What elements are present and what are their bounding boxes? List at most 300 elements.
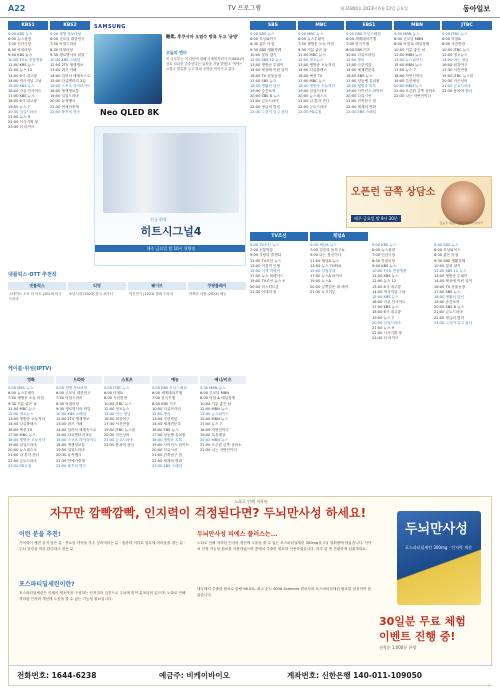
schedule-row: 21:30 연예가중계	[50, 104, 79, 109]
news-headline: 剛柔, 후쿠시마 오염수 방류 두고 '공방'	[166, 34, 239, 39]
schedule-row: 17:00 딩동댕 유치원	[152, 432, 186, 437]
schedule-jtbc	[442, 32, 492, 172]
schedule-row: 13:00 뉴스와이드	[394, 57, 423, 62]
schedule-row: 17:00 뉴스 7	[200, 422, 222, 427]
schedule-row: 14:00 세계견문록	[346, 68, 375, 73]
schedule-row: 19:50 일일드라마	[56, 448, 85, 453]
schedule-row: 23:30 EBS 스페셜	[346, 109, 377, 114]
iptv-list-1	[56, 386, 102, 472]
schedule-row: 18:00 6시 내고향	[372, 310, 401, 315]
schedule-row: 9:00 나는 몸신이다	[310, 253, 342, 258]
cast-photo	[103, 133, 239, 213]
schedule-row: 11:00 채널A 뉴스	[310, 258, 339, 263]
schedule-row: 19:00 뉴스A	[310, 279, 331, 284]
drama-title: 히트시그널4	[140, 225, 202, 238]
schedule-row: 17:00 뉴스 퍼레이드	[250, 274, 284, 279]
schedule-row: 14:00 세계견문록	[152, 422, 181, 427]
schedule-row: 15:00 식객 허영만	[250, 268, 280, 273]
schedule-row: 11:00 KBS 뉴스	[372, 274, 399, 279]
schedule-row: 13:00 생방송 투데이	[434, 274, 468, 279]
event-burst	[379, 615, 489, 653]
schedule-row: 12:00 명의	[152, 411, 171, 416]
schedule-row: 9:00 사랑의 콜센타	[250, 253, 282, 258]
schedule-row: 13:00 생방송 오늘저녁	[298, 63, 335, 68]
schedule-row: 13:00 이것이 인생	[250, 263, 280, 268]
schedule-row: 12:00 SBS 12 뉴스	[250, 57, 283, 62]
schedule-row: 22:00 금토드라마	[298, 104, 327, 109]
iptv-list-4	[200, 386, 246, 472]
schedule-row: 22:00 세계의 명화	[346, 104, 376, 109]
ad-col2-heading: 두뇌만사성 피에스 플러스는...	[197, 531, 278, 538]
schedule-row: 21:00 건축탐구 집	[152, 453, 182, 458]
schedule-row: 10:00 기분 좋은 날	[394, 47, 426, 52]
schedule-row: 20:00 금쪽같은 내 새끼	[310, 284, 349, 289]
schedule-row: 11:00 MBC 뉴스	[298, 52, 326, 57]
schedule-row: 19:00 특종세상	[394, 78, 420, 83]
schedule-row: 19:00 일일드라마	[8, 443, 37, 448]
schedule-row: 6:00 세계테마기행	[346, 37, 377, 42]
schedule-row: 21:00 나 혼자 산다	[298, 99, 330, 104]
ad-headline: 자꾸만 깜빡깜빡, 인지력이 걱정된다면? 두뇌만사성 하세요!	[49, 506, 367, 520]
schedule-row: 7:00 인간극장	[8, 42, 32, 47]
schedule-row: 5:30 MBN 뉴스	[200, 386, 226, 390]
schedule-row: 15:00 MBN 뉴스	[200, 417, 228, 422]
schedule-row: 19:00 JTBC 뉴스룸	[442, 73, 474, 78]
schedule-row: 10:40 KBS 스페셜	[50, 57, 81, 62]
schedule-row: 11:00 TV조선 뉴스	[250, 258, 282, 263]
ott-item-2: 악인전기 (2023) 범죄 드라마	[129, 292, 173, 296]
iptv-list-2	[104, 386, 150, 472]
schedule-row: 5:30 MBN 뉴스	[394, 32, 420, 36]
schedule-row: 7:00 김진의 돌직구쇼	[310, 248, 345, 253]
schedule-row: 12:00 정오뉴스	[104, 406, 130, 411]
schedule-row: 19:00 순간포착	[434, 300, 460, 305]
ott-head-3: 쿠팡플레이	[188, 282, 246, 290]
schedule-row: 20:30 뮤직뱅크	[50, 99, 76, 104]
schedule-row: 17:30 사건반장	[104, 422, 130, 427]
schedule-row: 13:00 생방송 오늘저녁	[8, 417, 45, 422]
schedule-row: 8:30 아침마당	[56, 401, 80, 406]
schedule-row: 23:30 PD수첩	[8, 463, 32, 468]
column-title: 오늘의 엔터	[166, 50, 187, 55]
schedule-row: 17:00 KBS 뉴스	[372, 305, 399, 310]
schedule-row: 22:00 세계의 명화	[152, 458, 182, 463]
schedule-row: 7:50 생방송 오늘 아침	[298, 42, 334, 47]
schedule-row: 16:00 EBS 뉴스	[152, 427, 179, 432]
channel-header-tvchosun: TV조선	[250, 232, 308, 241]
schedule-row: 21:30 연예가중계	[56, 458, 85, 463]
schedule-row: 22:30 뭉쳐야 찬다	[442, 89, 472, 94]
schedule-row: 19:00 TV조선 뉴스 9	[250, 279, 285, 284]
schedule-row: 6:00 굿모닝 대한민국	[56, 391, 91, 396]
schedule-row: 18:00 생생정보통	[56, 443, 85, 448]
schedule-row: 22:00 정글의 법칙	[434, 315, 464, 320]
schedule-row: 20:30 뮤직뱅크	[56, 453, 82, 458]
schedule-row: 10:00 JTBC 뉴스	[104, 401, 132, 406]
schedule-row: 12:00 2TV 생생정보	[56, 417, 90, 422]
schedule-row: 18:00 자연인이다	[200, 427, 229, 432]
iptv-list-3	[152, 386, 198, 472]
iptv-list-0	[8, 386, 54, 472]
schedule-row: 21:00 뉴스 9	[372, 326, 394, 330]
schedule-row: 5:00 TV조선 뉴스	[250, 243, 279, 247]
drama-subtitle: 매주 금요일 밤 10시 첫방송	[95, 245, 246, 252]
schedule-row: 12:00 SBS 12 뉴스	[434, 268, 467, 273]
schedule-kbs1	[8, 32, 48, 270]
schedule-row: 16:00 TV 동물농장	[250, 73, 282, 78]
schedule-row: 10:00 꽃의 향기	[250, 52, 277, 57]
schedule-row: 14:00 세상에 이런 일이	[434, 279, 473, 284]
channel-header-channela: 채널A	[310, 232, 368, 241]
schedule-row: 6:00 뉴스광장	[372, 248, 396, 253]
schedule-row: 11:00 KBS 뉴스	[8, 63, 35, 68]
issue-date: 제 31800호 2023년 6월 23일 금요일	[340, 6, 408, 11]
schedule-row: 13:00 뉴스 TOP10	[310, 263, 342, 268]
schedule-row: 17:00 SBS 뉴스	[250, 78, 277, 83]
schedule-row: 15:00 다큐멘터리 3일	[50, 78, 86, 83]
schedule-row: 6:00 뉴스투데이	[298, 37, 325, 42]
schedule-tvchosun	[250, 243, 308, 473]
schedule-row: 6:00 세계테마기행	[152, 391, 183, 396]
schedule-row: 17:00 MBC 뉴스	[8, 432, 36, 437]
ad-col1-body2: 포스파티딜세린은 인체의 세포막을 구성하는 인지질의 일종으로 두뇌에 많이 분포되어 있으며, 노화로 인해 저하된 인지력 개선에 도움을 줄 수 있는 기능성 원료입니다.	[19, 591, 186, 601]
schedule-row: 7:00 신통방통	[250, 248, 274, 253]
schedule-row: 6:00 모닝와이드	[434, 248, 461, 253]
schedule-row: 18:00 자연인이다	[394, 73, 423, 78]
schedule-row: 12:00 정오뉴스	[442, 52, 468, 57]
schedule-row: 12:00 정오뉴스	[298, 57, 324, 62]
schedule-row: 13:00 6시 내고향	[8, 73, 37, 78]
schedule-row: 19:00 사이언스 라이브	[152, 443, 189, 448]
schedule-row: 13:00 뉴스와이드	[200, 411, 229, 416]
ad-account: 계좌번호: 신한은행 140-011-109050	[287, 671, 423, 680]
ad-contact-bar	[9, 665, 493, 685]
schedule-row: 10:00 꽃의 향기	[434, 263, 461, 268]
schedule-row: 20:00 뉴스데스크	[8, 448, 37, 453]
channel-header-ebs1: EBS1	[346, 21, 392, 30]
channel-header-kbs2: KBS2	[50, 21, 90, 30]
schedule-row: 10:00 다큐프라임	[346, 52, 375, 57]
schedule-row: 9:40 KBS 뉴스	[372, 263, 397, 268]
schedule-row: 16:00 스포츠 하이라이트	[56, 437, 97, 442]
schedule-row: 14:00 걸어서 세계속으로	[56, 427, 97, 432]
ad-depositor: 예금주: 비케이바이오	[159, 671, 230, 680]
schedule-row: 12:00 MBN 뉴스	[394, 52, 422, 57]
ad-col2-body: 노화로 인해 저하된 인지력 개선에 도움을 줄 수 있는 포스파티딜세린 300mg을 1일 섭취량에 담았습니다. 식약처 인정 기능성 원료를 사용하였으며 콩에서 추출한 원료를 사용하였습니다. 하루 한 번 간편하게 섭취하세요.	[197, 541, 372, 551]
counseling-badge: 김응수 대표 · 방송 1회 차 이야기	[439, 220, 483, 225]
ott-head-0: 넷플릭스	[8, 282, 66, 290]
ad-phone[interactable]: 전화번호: 1644-6238	[17, 671, 97, 680]
schedule-row: 8:30 좋은 아침	[250, 42, 275, 47]
schedule-row: 21:00 금요드라마	[442, 83, 471, 88]
schedule-row: 5:00 SBS 뉴스	[250, 32, 275, 36]
iptv-section-label: 케이블·위성(IPTV)	[8, 366, 52, 372]
schedule-row: 21:00 나 혼자 산다	[8, 453, 40, 458]
schedule-row: 7:00 한국기행	[152, 396, 176, 401]
schedule-row: 8:00 아침 & 매일경제	[394, 42, 430, 47]
schedule-row: 20:00 다큐시선	[346, 94, 372, 99]
schedule-row: 19:50 일일드라마	[50, 94, 79, 99]
schedule-row: 5:00 JTBC 뉴스	[442, 32, 468, 36]
schedule-row: 12:00 명의	[346, 57, 365, 62]
schedule-row: 16:00 섹션 TV	[8, 427, 33, 432]
schedule-row: 21:30 도시어부	[310, 289, 336, 294]
schedule-row: 20:00 뉴스데스크	[298, 94, 327, 99]
ott-head-1: 티빙	[68, 282, 126, 290]
schedule-row: 10:00 기분 좋은 날	[200, 401, 232, 406]
schedule-row: 21:00 금요드라마	[104, 437, 133, 442]
schedule-row: 8:00 EBS 키즈	[346, 47, 371, 52]
schedule-row: 20:00 MBN 뉴스	[394, 83, 422, 88]
schedule-row: 23:30 그것이 알고 싶다	[434, 320, 473, 325]
schedule-row: 21:00 뉴스 9	[8, 115, 30, 119]
schedule-row: 5:00 KBS 뉴스	[8, 32, 33, 36]
schedule-row: 20:00 SBS 8 뉴스	[434, 305, 464, 310]
tv-image	[94, 34, 162, 104]
schedule-row: 13:00 6시 내고향	[372, 284, 401, 289]
schedule-row: 5:00 MBC 뉴스	[8, 386, 34, 390]
schedule-row: 6:00 뉴스투데이	[8, 391, 35, 396]
schedule-row: 22:30 나는 자연인이다	[394, 94, 431, 99]
schedule-row: 15:00 강철부대	[310, 268, 336, 273]
schedule-row: 6:00 아침&	[442, 37, 461, 42]
ad-col2-body2: 대두에서 추출한 원료로 함량 96.5%, 최고 순도 SOYA Sciences 원료사의 포스파티딜세린 원료를 엄선하여 담았습니다.	[197, 587, 372, 597]
schedule-row: 16:00 EBS 뉴스	[346, 73, 373, 78]
schedule-row: 9:30 기분 좋은 날	[298, 47, 327, 52]
schedule-row: 13:00 극한직업	[152, 417, 178, 422]
schedule-row: 7:00 인간극장	[372, 253, 396, 258]
schedule-row: 16:00 TV 동물농장	[434, 284, 466, 289]
schedule-row: 5:00 JTBC 뉴스	[104, 386, 130, 390]
channel-header-kbs1: KBS1	[8, 21, 48, 30]
schedule-row: 15:00 다큐멘터리 3일	[56, 432, 92, 437]
schedule-row: 16:00 다큐 인사이트	[372, 300, 406, 305]
schedule-row: 22:50 불후의 명곡	[56, 463, 86, 468]
schedule-row: 18:00 생방송 톡톡	[346, 83, 376, 88]
schedule-row: 6:00 모닝와이드	[250, 37, 277, 42]
channel-header-mbc: MBC	[298, 21, 344, 30]
iptv-head-4: 애니/키즈	[200, 376, 246, 384]
schedule-row: 16:00 최강야구	[442, 63, 468, 68]
newspaper-logo: 동아일보	[462, 4, 490, 13]
schedule-sbs	[250, 32, 296, 172]
schedule-extra-2	[434, 243, 492, 473]
ad-col1-body: 기억력이 예전 같지 않은 분 · 중요한 약속을 자주 잊어버리는 분 · 집중력 저하로 업무에 어려움을 겪는 분 · 두뇌 건강을 미리 관리하고 싶은 분	[19, 541, 186, 551]
schedule-row: 21:00 건축탐구 집	[346, 99, 376, 104]
schedule-row: 21:00 금토드라마	[250, 99, 279, 104]
schedule-row: 9:30 SBS 생활경제	[250, 47, 282, 52]
channel-header-sbs: SBS	[250, 21, 296, 30]
schedule-row: 15:00 MBN 뉴스	[394, 63, 422, 68]
schedule-row: 17:30 사건반장	[442, 68, 468, 73]
schedule-row: 21:30 아내의 맛	[250, 289, 277, 294]
schedule-row: 18:00 생생정보통	[50, 89, 79, 94]
schedule-row: 23:30 그것이 알고 싶다	[250, 109, 289, 114]
schedule-row: 14:00 역사저널 그날	[8, 78, 42, 83]
schedule-row: 19:00 사이언스 라이브	[346, 89, 383, 94]
schedule-row: 8:00 아침 & 매일경제	[200, 396, 236, 401]
schedule-row: 6:00 아침&	[104, 391, 123, 396]
schedule-row: 12:00 정오뉴스	[8, 411, 34, 416]
schedule-row: 23:40 더 라이브	[8, 125, 35, 130]
schedule-row: 8:30 아침마당	[8, 47, 32, 52]
samsung-ad	[94, 24, 246, 124]
schedule-row: 13:00 극한직업	[346, 63, 372, 68]
schedule-row: 10:00 JTBC 뉴스	[442, 47, 470, 52]
schedule-row: 20:30 일일드라마	[8, 109, 37, 114]
schedule-row: 5:00 EBS 모닝스페셜	[346, 32, 381, 36]
schedule-row: 20:30 히든싱어	[104, 432, 130, 437]
samsung-logo: SAMSUNG	[94, 24, 126, 30]
schedule-row: 21:00 금토드라마	[434, 310, 463, 315]
schedule-row: 10:40 KBS 스페셜	[56, 411, 87, 416]
schedule-row: 22:30 나는 자연인이다	[200, 448, 237, 453]
schedule-row: 15:00 KBS 뉴스	[372, 294, 399, 299]
schedule-row: 14:00 세상에 이런 일이	[250, 68, 289, 73]
schedule-row: 9:40 KBS 뉴스	[8, 52, 33, 57]
drama-tag: 신규 편성	[150, 217, 167, 222]
schedule-row: 14:00 다큐플렉스	[8, 422, 37, 427]
schedule-row: 9:30 기분 좋은 날	[8, 401, 37, 406]
schedule-row: 18:00 생방송 오늘저녁	[8, 437, 45, 442]
schedule-row: 13:00 퀴즈 카페	[50, 68, 77, 73]
schedule-row: 21:00 오픈런 금쪽 상담소	[394, 89, 436, 94]
schedule-row: 21:00 오픈런 금쪽 상담소	[200, 443, 242, 448]
product-box-image	[397, 511, 481, 605]
schedule-row: 20:30 일일드라마	[372, 320, 401, 325]
schedule-row: 8:00 EBS 키즈	[152, 401, 177, 406]
schedule-row: 20:00 MBN 뉴스	[200, 437, 228, 442]
schedule-row: 22:00 금토드라마	[8, 458, 37, 463]
counseling-title: 오픈런 금쪽 상담소	[351, 187, 436, 198]
schedule-row: 12:00 2TV 생생정보	[50, 63, 84, 68]
schedule-mbn	[394, 32, 440, 172]
schedule-row: 6:00 굿모닝 MBN	[394, 37, 424, 42]
schedule-row: 17:00 뉴스A 라이브	[310, 274, 343, 279]
schedule-row: 17:00 딩동댕 유치원	[346, 78, 380, 83]
schedule-row: 22:00 시사기획 창	[8, 120, 38, 125]
schedule-row: 10:00 TV쇼 진품명품	[8, 57, 43, 62]
schedule-row: 11:00 MBC 뉴스	[8, 406, 36, 411]
samsung-product-name: Neo QLED 8K	[100, 108, 159, 117]
iptv-head-2: 스포츠	[104, 376, 150, 384]
schedule-row: 13:00 퀴즈 카페	[56, 422, 83, 427]
schedule-row: 16:00 섹션 TV	[298, 73, 323, 78]
schedule-row: 19:00 뉴스 7	[372, 315, 394, 320]
channel-header-jtbc: JTBC	[442, 21, 492, 30]
schedule-row: 16:00 스포츠 하이라이트	[50, 83, 90, 88]
schedule-row: 20:00 다큐시선	[152, 448, 178, 453]
schedule-row: 10:00 다큐프라임	[152, 406, 181, 411]
schedule-kbs2	[50, 32, 90, 270]
schedule-row: 7:00 한국기행	[346, 42, 370, 47]
ott-item-0: 스테이트 오브 더 아트 (2023) 미국 드라마	[9, 292, 62, 301]
schedule-row: 9:30 생로병사의 비밀	[56, 406, 91, 411]
schedule-row: 15:00 KBS 뉴스	[8, 83, 35, 88]
ott-head-2: 웨이브	[128, 282, 186, 290]
ott-item-1: 소년시대 (2023) 한국 코미디	[69, 292, 113, 296]
burst-title: 30일분 무료 체험	[379, 615, 466, 628]
ad-col1-heading2: 포스파티딜세린이란?	[19, 581, 75, 588]
schedule-row: 7:50 생방송 오늘 아침	[8, 396, 44, 401]
schedule-row: 17:00 MBC 뉴스	[298, 78, 326, 83]
schedule-row: 18:00 생방송 오늘저녁	[298, 83, 335, 88]
schedule-row: 10:00 TV쇼 진품명품	[372, 268, 407, 273]
schedule-row: 12:00 MBN 뉴스	[200, 406, 228, 411]
schedule-row: 22:00 정글의 법칙	[250, 104, 280, 109]
schedule-row: 14:00 걸어서 세계속으로	[50, 73, 90, 78]
burst-title2: 이벤트 진행 중!	[379, 629, 456, 643]
schedule-row: 9:30 SBS 생활경제	[434, 258, 466, 263]
page-header	[0, 0, 500, 18]
schedule-row: 7:50 아침드라마	[50, 42, 77, 47]
host-photo	[441, 181, 485, 225]
schedule-row: 14:00 다큐플렉스	[298, 68, 327, 73]
schedule-mbc	[298, 32, 344, 172]
iptv-head-0: 영화	[8, 376, 54, 384]
schedule-row: 5:00 EBS 모닝스페셜	[152, 386, 187, 390]
schedule-row: 12:00 뉴스 12	[8, 68, 33, 73]
counseling-time: 매주 금요일 밤 9시 30분	[351, 215, 401, 222]
schedule-row: 18:00 생활의 달인	[250, 83, 280, 88]
schedule-row: 5:00 SBS 뉴스	[434, 243, 459, 247]
channel-header-mbn: MBN	[394, 21, 440, 30]
drama-ad	[94, 126, 246, 266]
schedule-row: 17:00 SBS 뉴스	[434, 289, 461, 294]
iptv-head-1: 드라마	[56, 376, 102, 384]
schedule-row: 5:00 KBS 뉴스	[372, 243, 397, 247]
schedule-row: 19:00 뉴스 7	[8, 104, 30, 109]
schedule-row: 14:00 아는 형님	[104, 411, 131, 416]
schedule-row: 18:00 6시 내고향	[8, 99, 37, 104]
schedule-row: 8:30 좋은 아침	[434, 253, 459, 258]
schedule-row: 13:00 생방송 투데이	[250, 63, 284, 68]
schedule-row: 19:00 순간포착	[250, 89, 276, 94]
schedule-row: 23:30 PD수첩	[298, 109, 322, 114]
schedule-row: 8:30 아침마당	[372, 258, 396, 263]
schedule-row: 20:00 미스터트롯	[250, 284, 279, 289]
product-name: 두뇌만사성	[405, 522, 468, 537]
schedule-row: 5:00 채널A 뉴스	[310, 243, 337, 247]
schedule-row: 8:30 아침마당	[50, 47, 74, 52]
schedule-row: 22:50 불후의 명곡	[50, 109, 80, 114]
schedule-row: 18:00 생활의 달인	[434, 294, 464, 299]
schedule-row: 6:00 굿모닝 MBN	[200, 391, 230, 396]
schedule-row: 19:00 특종세상	[200, 432, 226, 437]
supplement-ad	[8, 496, 492, 686]
schedule-row: 8:00 사건반장	[104, 396, 128, 401]
schedule-row: 22:00 시사기획 창	[372, 331, 402, 336]
schedule-row: 17:00 뉴스 7	[394, 68, 416, 73]
product-sub: 포스파티딜세린 300mg · 인지력 개선	[405, 545, 472, 550]
schedule-row: 8:00 사건반장	[442, 42, 466, 47]
schedule-row: 6:00 굿모닝 대한민국	[50, 37, 85, 42]
schedule-row: 5:00 생생 정보마당	[56, 386, 88, 390]
iptv-head-3: 예능	[152, 376, 198, 384]
ad-col1-heading: 이런 분을 추천!	[19, 531, 61, 538]
schedule-extra-1	[372, 243, 430, 473]
schedule-row: 23:30 EBS 스페셜	[152, 463, 183, 468]
schedule-row: 6:00 뉴스광장	[8, 37, 32, 42]
schedule-row: 12:00 뉴스 12	[372, 279, 397, 284]
section-title: TV 프로그램	[228, 5, 261, 12]
schedule-row: 9:30 생로병사의 비밀	[50, 52, 85, 57]
ad-topline: 노화로 인해 저하된	[234, 499, 268, 504]
schedule-row: 14:00 역사저널 그날	[372, 289, 406, 294]
schedule-row: 7:50 아침드라마	[56, 396, 83, 401]
schedule-row: 19:00 일일드라마	[298, 89, 327, 94]
schedule-row: 20:30 히든싱어	[442, 78, 468, 83]
